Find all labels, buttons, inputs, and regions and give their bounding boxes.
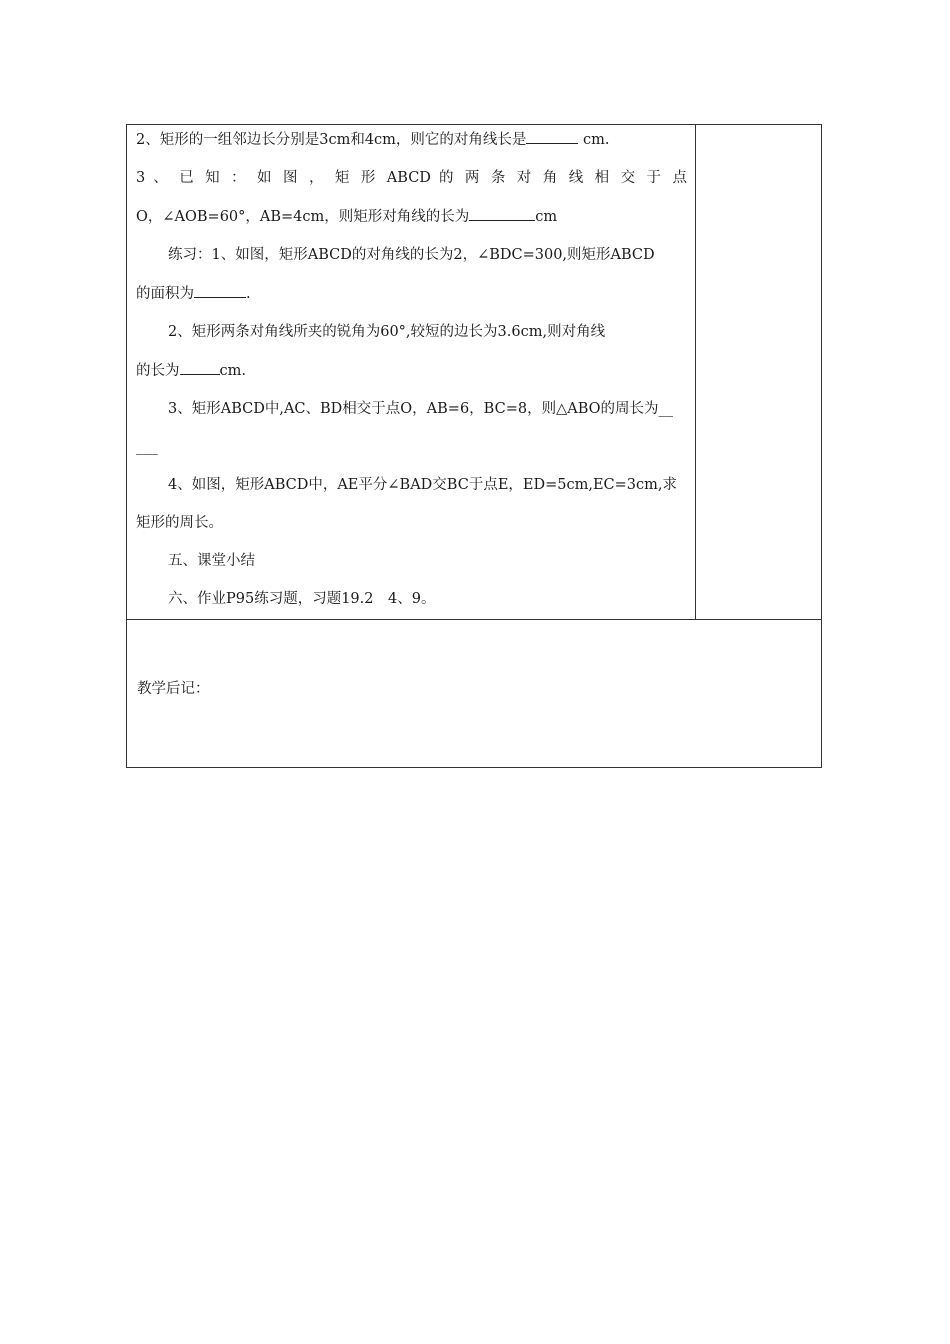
exercise-1-line-2 (136, 283, 687, 304)
exercise-4-text-2: 矩形的周长。 (136, 515, 223, 531)
exercise-4-text-1: 4、如图，矩形ABCD中，AE平分∠BAD交BC于点E，ED=5cm,EC=3cm,求 (168, 477, 677, 493)
exercise-2-text-2: 的长为 (136, 363, 180, 379)
exercise-2-text-1: 2、矩形两条对角线所夹的锐角为60°,较短的边长为3.6cm,则对角线 (168, 324, 606, 340)
exercise-3-line-1 (136, 399, 687, 419)
exercise-2-line-2 (136, 360, 687, 381)
answer-blank (194, 283, 246, 298)
section-summary (136, 551, 687, 571)
section-homework (136, 589, 687, 609)
teaching-notes-cell (127, 620, 822, 768)
exercise-3-text-1: 3、矩形ABCD中,AC、BD相交于点O，AB=6，BC=8，则△ABO的周长为__ (168, 401, 674, 417)
main-content-cell (127, 125, 696, 620)
notes-row (127, 620, 822, 768)
teaching-notes (127, 620, 821, 698)
exercise-1-text-2: 的面积为 (136, 286, 194, 302)
question-2-text: 2、矩形的一组邻边长分别是3cm和4cm，则它的对角线长是 (136, 132, 527, 148)
side-notes-cell (696, 125, 822, 620)
exercise-4-line-1 (136, 475, 687, 495)
exercise-1-end: . (246, 286, 251, 302)
question-3-line-2 (136, 206, 687, 227)
teaching-notes-label: 教学后记： (137, 681, 210, 697)
question-3-unit: cm (535, 209, 558, 225)
question-3-text-2: O，∠AOB=60°，AB=4cm，则矩形对角线的长为 (136, 209, 470, 225)
exercise-3-line-2 (136, 437, 687, 457)
answer-blank (526, 129, 578, 144)
exercise-2-unit: cm. (219, 363, 246, 379)
answer-blank (469, 206, 535, 221)
exercise-1-text-1: 练习：1、如图，矩形ABCD的对角线的长为2，∠BDC=300,则矩形ABCD (168, 247, 655, 263)
answer-blank (180, 360, 220, 375)
exercise-2-line-1 (136, 322, 687, 342)
question-2-unit: cm. (578, 132, 610, 148)
exercise-4-line-2 (136, 513, 687, 533)
question-3-text-1: 3 、 已 知 ： 如 图 ， 矩 形 ABCD 的 两 条 对 角 线 相 交 于 点 (136, 170, 687, 186)
question-3-line-1 (136, 168, 687, 188)
exercise-3-text-2: ___ (136, 439, 158, 455)
lesson-table (126, 124, 822, 768)
exercise-content (127, 125, 695, 609)
question-2 (136, 129, 687, 150)
section-5-heading: 五、课堂小结 (168, 553, 255, 569)
exercise-1-line-1 (136, 245, 687, 265)
section-6-heading: 六、作业P95练习题，习题19.2 4、9。 (168, 591, 436, 607)
content-row (127, 125, 822, 620)
